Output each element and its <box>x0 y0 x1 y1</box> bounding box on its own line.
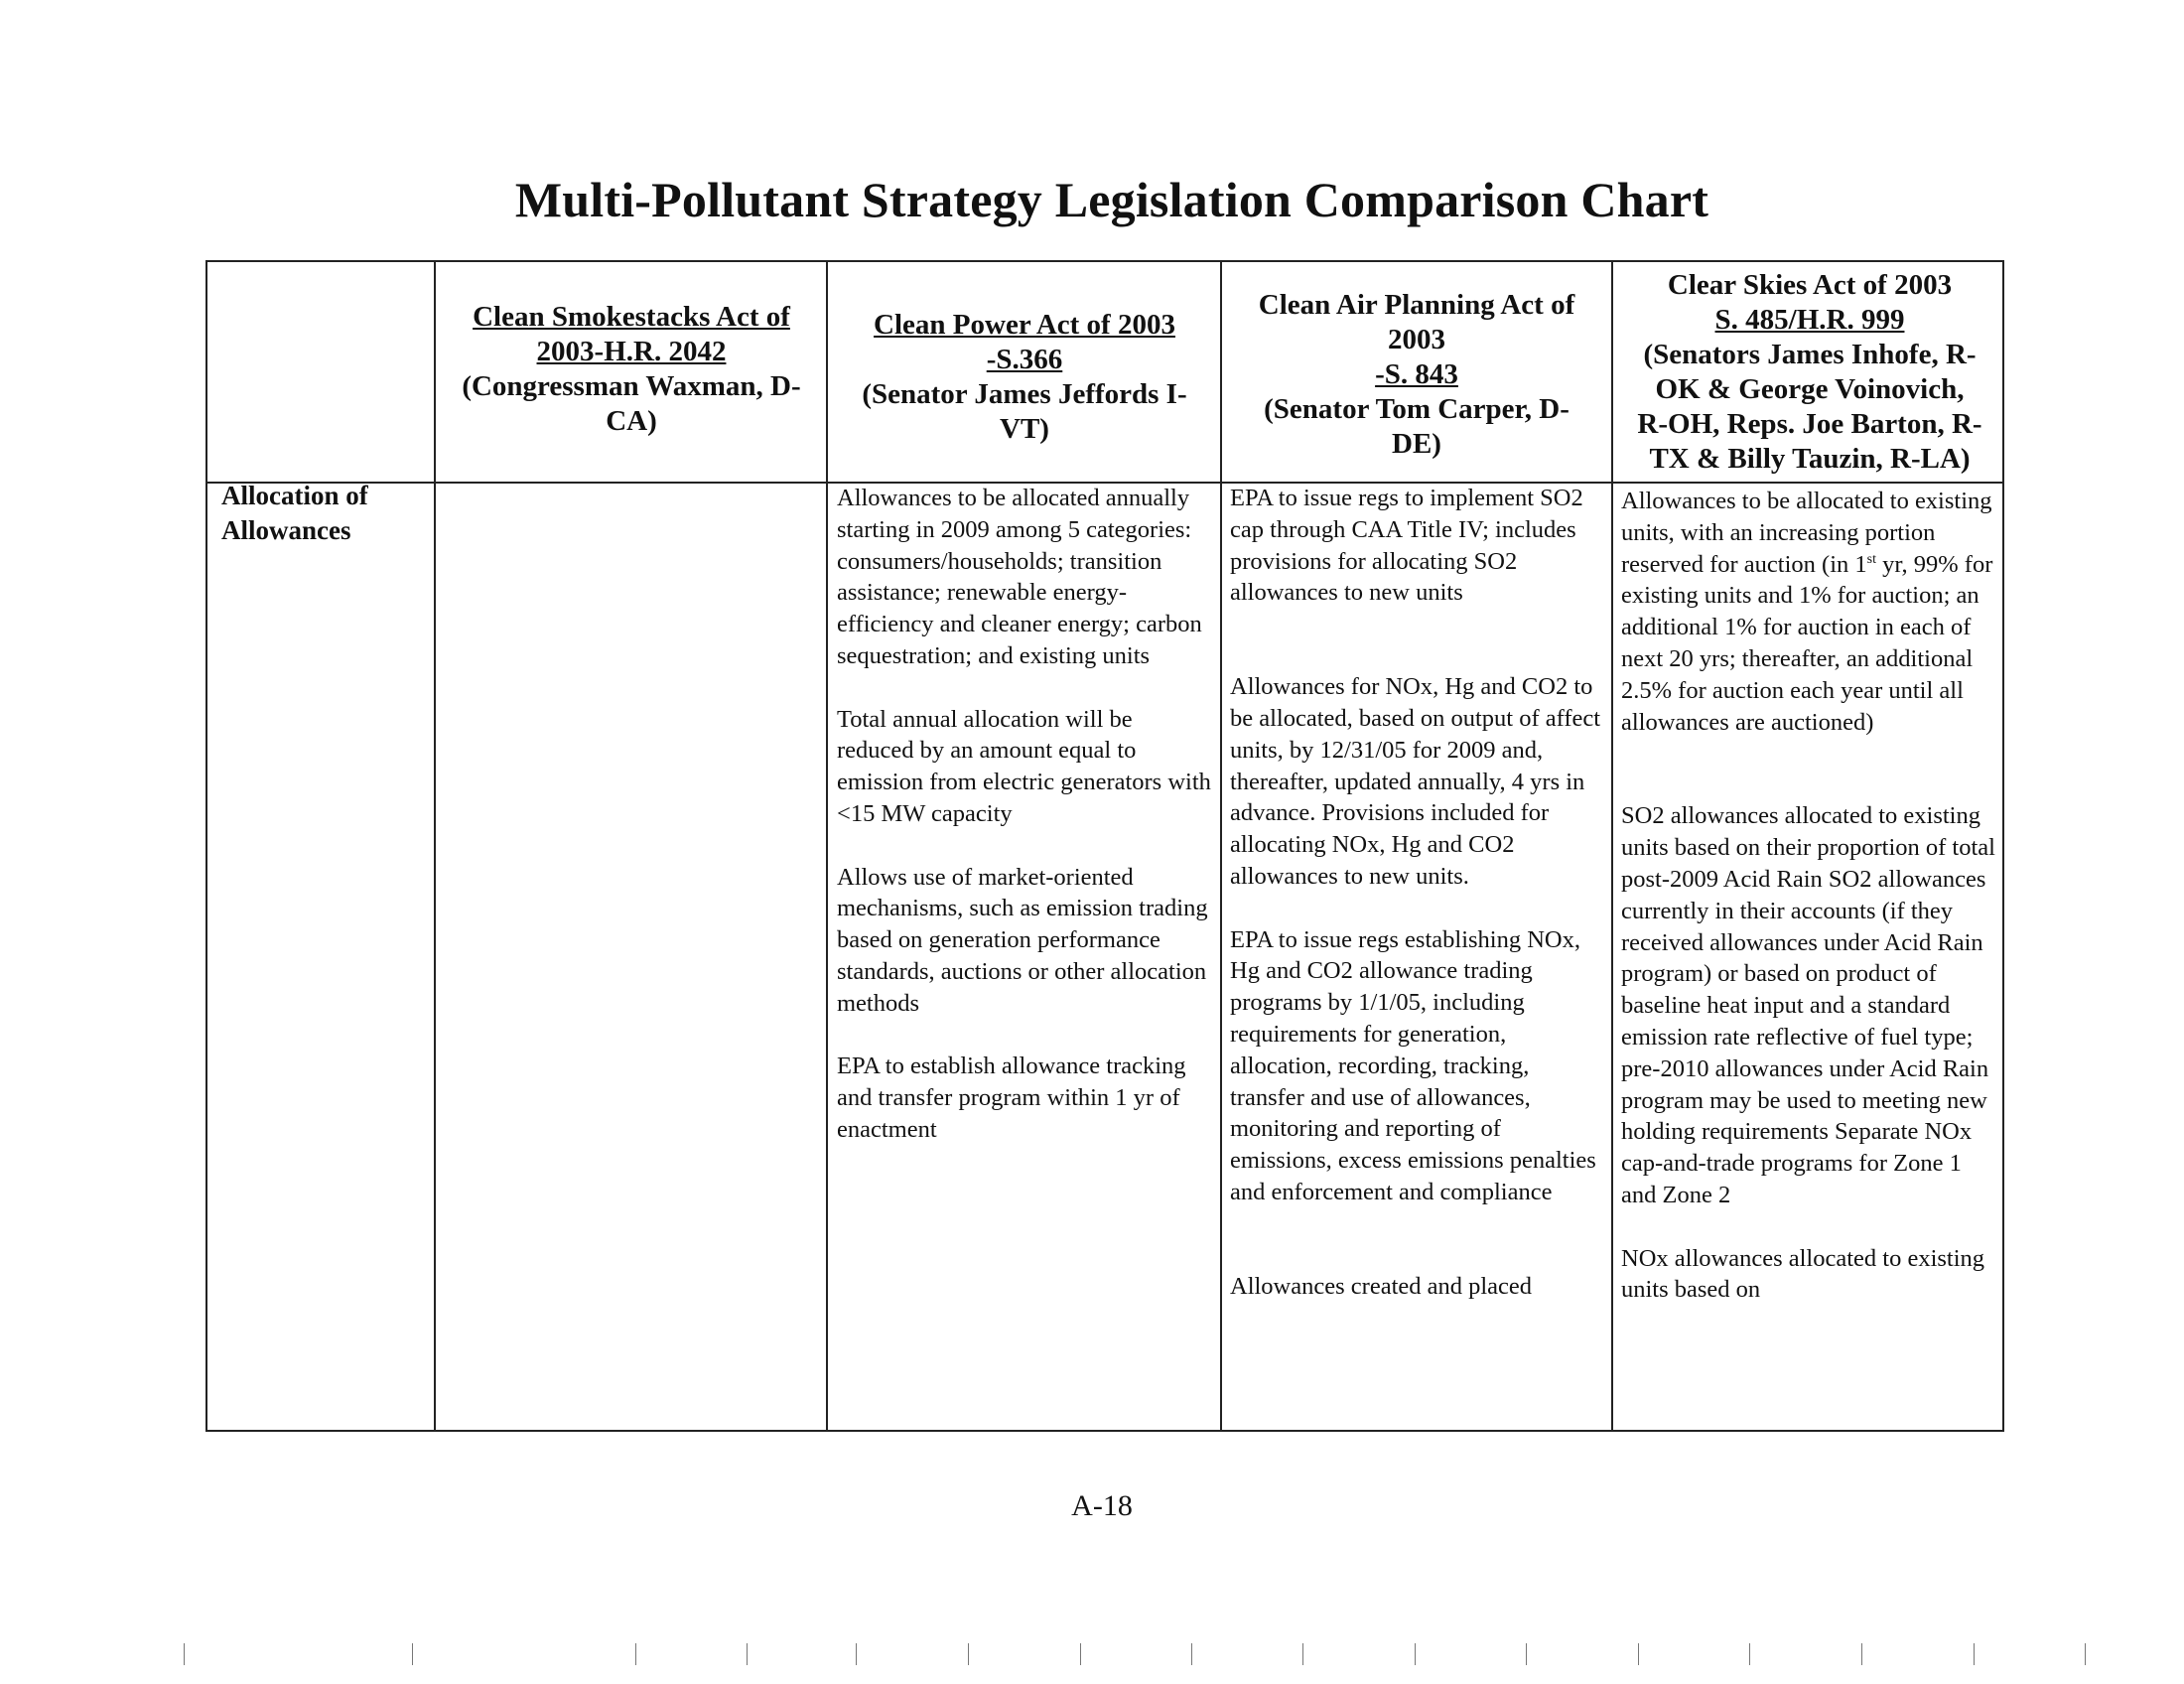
bill-name: Clean Power Act of 2003 <box>874 309 1175 341</box>
bill-sponsor: DE) <box>1392 428 1441 460</box>
tick-mark <box>747 1643 748 1665</box>
bill-sponsor: OK & George Voinovich, <box>1655 373 1965 405</box>
tick-mark <box>1974 1643 1975 1665</box>
bill-name: Clear Skies Act of 2003 <box>1667 269 1953 301</box>
page-title: Multi-Pollutant Strategy Legislation Comparison Chart <box>514 172 1709 227</box>
cell-clear-skies <box>1621 486 2002 1337</box>
cell-text: yr, 99% for existing units and 1% for auction; an additional 1% for auction in each of next 20 yrs; thereafter, an additional 2.5% for auction each year until all allowances are auctioned) <box>1621 550 1993 736</box>
superscript: st <box>1866 551 1876 567</box>
bill-name: 2003 <box>1388 324 1445 355</box>
tick-mark <box>1415 1643 1416 1665</box>
column-header-clean-air-planning <box>1224 288 1609 462</box>
tick-mark <box>1749 1643 1750 1665</box>
row-label-line: Allowances <box>221 515 351 545</box>
bill-sponsor: (Senators James Inhofe, R- <box>1643 339 1977 370</box>
tick-mark <box>184 1643 185 1665</box>
cell-paragraph: Allows use of market-oriented mechanisms, such as emission trading based on generation performance standards, auctions or other allocation methods <box>837 863 1208 1017</box>
column-divider <box>1611 262 1613 1430</box>
cell-paragraph: Allowances for NOx, Hg and CO2 to be allocated, based on output of affect units, by 12/31/05 for 2009 and, thereafter, updated annually, 4 yrs in advance. Provisions included for allocating NOx, Hg and CO2 allowances to new units. <box>1230 673 1601 890</box>
tick-mark <box>2085 1643 2086 1665</box>
column-header-clear-skies <box>1615 268 2004 477</box>
tick-mark <box>968 1643 969 1665</box>
cell-paragraph: EPA to issue regs to implement SO2 cap through CAA Title IV; includes provisions for allocating SO2 allowances to new units <box>1230 485 1583 607</box>
tick-mark <box>635 1643 636 1665</box>
cell-paragraph: Allowances to be allocated annually starting in 2009 among 5 categories: consumers/households; transition assistance; renewable energy-efficiency and cleaner energy; carbon sequestration; and existing units <box>837 485 1202 669</box>
tick-mark <box>412 1643 413 1665</box>
column-divider <box>826 262 828 1430</box>
cell-text: Allowances to be allocated to existing units, with an increasing portion reserved for auction (in 1 <box>1621 488 1992 578</box>
cell-paragraph: Total annual allocation will be reduced by an amount equal to emission from electric generators with <15 MW capacity <box>837 705 1211 827</box>
bill-name: Clean Air Planning Act of <box>1258 289 1575 321</box>
bill-sponsor: (Congressman Waxman, D- <box>462 370 801 402</box>
comparison-table <box>205 260 2004 1432</box>
cell-paragraph: SO2 allowances allocated to existing units based on their proportion of total post-2009 Acid Rain SO2 allowances currently in their accounts (if they received allowances under Acid Rain program) or based on product of baseline heat input and a standard emission rate reflective of fuel type; pre-2010 allowances under Acid Rain program may be used to meeting new holding requirements Separate NOx cap-and-trade programs for Zone 1 and Zone 2 <box>1621 802 1995 1208</box>
bill-name: Clean Smokestacks Act of <box>473 301 790 333</box>
cell-paragraph: EPA to establish allowance tracking and transfer program within 1 yr of enactment <box>837 1052 1186 1143</box>
cell-paragraph: EPA to issue regs establishing NOx, Hg and CO2 allowance trading programs by 1/1/05, including requirements for generation, allocation, recording, tracking, transfer and use of allowances, monitoring and reporting of emissions, excess emissions penalties and enforcement and compliance <box>1230 925 1596 1205</box>
bill-sponsor: CA) <box>606 405 657 437</box>
tick-mark <box>1302 1643 1303 1665</box>
cell-clean-air-planning <box>1230 483 1607 1333</box>
scan-artifact-ticks <box>0 1643 2184 1673</box>
bill-sponsor: VT) <box>1000 413 1049 445</box>
bill-sponsor: (Senator Tom Carper, D- <box>1264 393 1570 425</box>
tick-mark <box>1080 1643 1081 1665</box>
row-label-line: Allocation of <box>221 481 368 510</box>
bill-sponsor: TX & Billy Tauzin, R-LA) <box>1649 443 1971 475</box>
tick-mark <box>1526 1643 1527 1665</box>
cell-clean-power <box>837 483 1214 1178</box>
column-divider <box>434 262 436 1430</box>
tick-mark <box>856 1643 857 1665</box>
tick-mark <box>1191 1643 1192 1665</box>
cell-paragraph: NOx allowances allocated to existing units based on <box>1621 1244 1985 1304</box>
bill-sponsor: (Senator James Jeffords I- <box>862 378 1187 410</box>
column-header-clean-power <box>830 308 1219 447</box>
bill-number: S. 485/H.R. 999 <box>1714 304 1905 336</box>
cell-paragraph: Allowances created and placed <box>1230 1272 1533 1300</box>
bill-number: -S.366 <box>986 344 1063 375</box>
row-label-allocation <box>221 479 430 548</box>
page-number: A-18 <box>1071 1489 1133 1522</box>
bill-sponsor: R-OH, Reps. Joe Barton, R- <box>1637 408 1982 440</box>
bill-number: -S. 843 <box>1375 358 1458 390</box>
column-divider <box>1220 262 1222 1430</box>
bill-number: 2003-H.R. 2042 <box>536 336 727 367</box>
column-header-clean-smokestacks <box>438 300 825 439</box>
tick-mark <box>1861 1643 1862 1665</box>
tick-mark <box>1638 1643 1639 1665</box>
cell-paragraph <box>1621 486 2002 738</box>
